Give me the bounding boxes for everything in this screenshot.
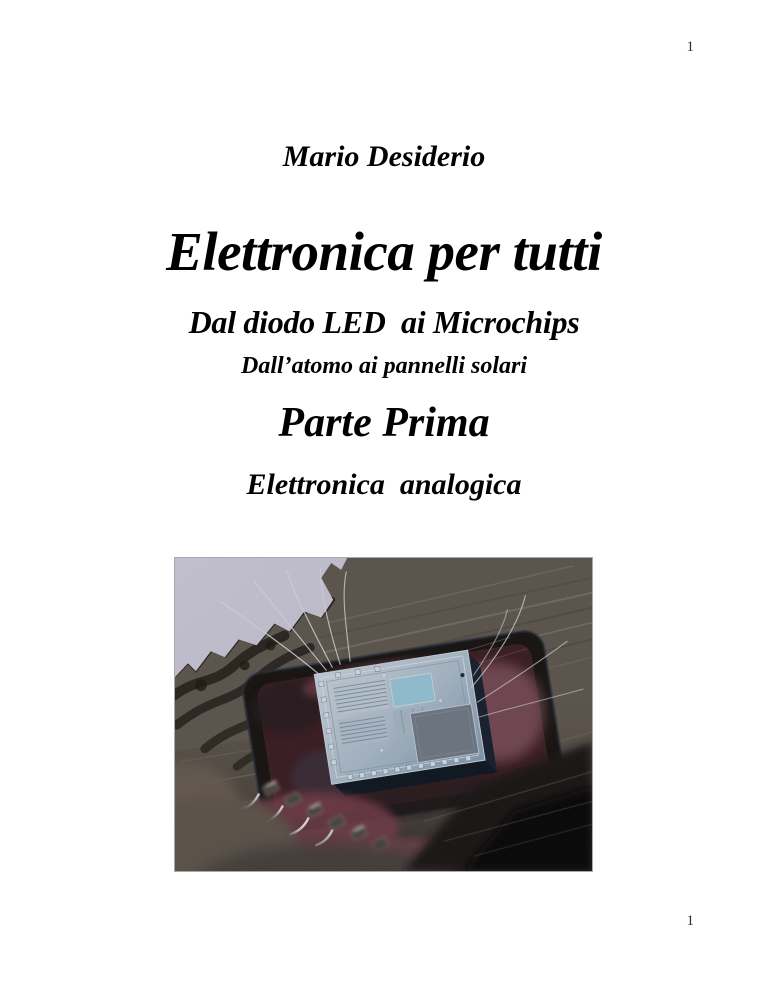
header-page-number: 1: [686, 39, 694, 55]
grain-overlay: [175, 558, 592, 871]
subtitle-primary: Dal diodo LED ai Microchips: [188, 304, 580, 340]
microchip-photo-illustration: [175, 558, 592, 871]
section-heading: Elettronica analogica: [246, 468, 522, 501]
book-title: Elettronica per tutti: [166, 221, 602, 282]
cover-figure: [174, 557, 593, 872]
footer-page-number: 1: [686, 913, 694, 929]
subtitle-secondary: Dall’atomo ai pannelli solari: [240, 353, 528, 379]
part-heading: Parte Prima: [278, 400, 490, 446]
author-line: Mario Desiderio: [282, 140, 486, 173]
